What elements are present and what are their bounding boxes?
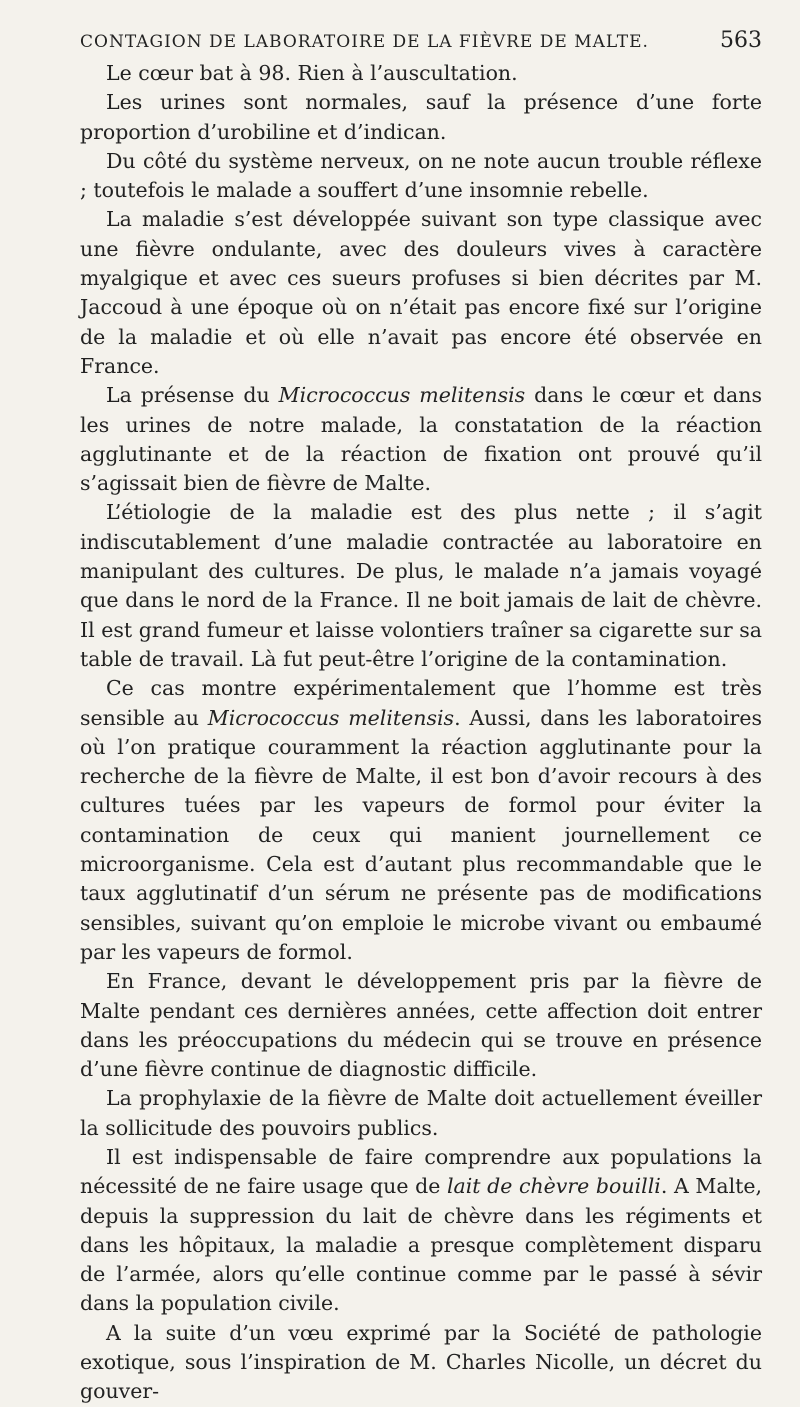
text-run: Il est indispensable de faire comprendre aux populations la nécessité de ne faire usage que de — [80, 1144, 762, 1199]
running-title: CONTAGION DE LABORATOIRE DE LA FIÈVRE DE MALTE. — [80, 32, 649, 52]
body-text — [80, 59, 762, 1407]
paragraph — [80, 1319, 762, 1407]
text-run: L’étiologie de la maladie est des plus nette ; il s’agit indiscutablement d’une maladie contractée au laboratoire en manipulant des cultures. De plus, le malade n’a jamais voyagé que dans le nord de la France. Il ne boit jamais de lait de chèvre. Il est grand fumeur et laisse volontiers traîner sa cigarette sur sa table de travail. Là fut peut-être l’origine de la contamination. — [80, 500, 762, 671]
text-run: La présense du — [106, 383, 279, 408]
paragraph — [80, 88, 762, 147]
paragraph — [80, 674, 762, 967]
paragraph — [80, 147, 762, 206]
text-run: . Aussi, dans les laboratoires où l’on pratique couramment la réaction agglutinante pour la recherche de la fièvre de Malte, il est bon d’avoir recours à des cultures tuées par les vapeurs de formol pour éviter la contamination de ceux qui manient journellement ce microorganisme. Cela est d’autant plus recommandable que le taux agglutinatif d’un sérum ne présente pas de modifications sensibles, suivant qu’on emploie le microbe vivant ou embaumé par les vapeurs de formol. — [80, 705, 762, 964]
italic-run: lait de chèvre bouilli — [446, 1174, 661, 1199]
text-run: A la suite d’un vœu exprimé par la Société de pathologie exotique, sous l’inspiration de M. Charles Nicolle, un décret du gouver- — [80, 1320, 762, 1404]
text-run: Les urines sont normales, sauf la présence d’une forte proportion d’urobiline et d’indican. — [80, 90, 762, 144]
text-run: Le cœur bat à 98. Rien à l’auscultation. — [106, 61, 518, 85]
text-run: dans le cœur et dans les urines de notre malade, la constatation de la réaction agglutinante et de la réaction de fixation ont prouvé qu’il s’agissait bien de fièvre de Malte. — [80, 383, 762, 496]
text-run: La maladie s’est développée suivant son type classique avec une fièvre ondulante, avec des douleurs vives à caractère myalgique et avec ces sueurs profuses si bien décrites par M. Jaccoud à une époque où on n’était pas encore fixé sur l’origine de la maladie et où elle n’avait pas encore été observée en France. — [80, 207, 762, 378]
text-run: La prophylaxie de la fièvre de Malte doit actuellement éveiller la sollicitude des pouvoirs publics. — [80, 1086, 762, 1140]
italic-run: Micrococcus melitensis — [278, 383, 526, 408]
paragraph — [80, 205, 762, 381]
page-number: 563 — [720, 28, 762, 53]
paragraph — [80, 967, 762, 1084]
paragraph — [80, 1084, 762, 1143]
italic-run: Micrococcus melitensis — [207, 705, 455, 730]
paragraph — [80, 59, 762, 88]
paragraph — [80, 1143, 762, 1319]
text-run: En France, devant le développement pris par la fièvre de Malte pendant ces dernières années, cette affection doit entrer dans les préoccupations du médecin qui se trouve en présence d’une fièvre continue de diagnostic difficile. — [80, 969, 762, 1082]
text-run: Ce cas montre expérimentalement que l’homme est très sensible au — [80, 676, 762, 730]
text-run: Du côté du système nerveux, on ne note aucun trouble réflexe ; toutefois le malade a souffert d’une insomnie rebelle. — [80, 148, 762, 203]
running-header — [80, 28, 762, 53]
text-run: . A Malte, depuis la suppression du lait de chèvre dans les régiments et dans les hôpitaux, la maladie a presque complètement disparu de l’armée, alors qu’elle continue comme par le passé à sévir dans la population civile. — [80, 1174, 763, 1316]
paragraph — [80, 498, 762, 674]
paragraph — [80, 381, 762, 498]
